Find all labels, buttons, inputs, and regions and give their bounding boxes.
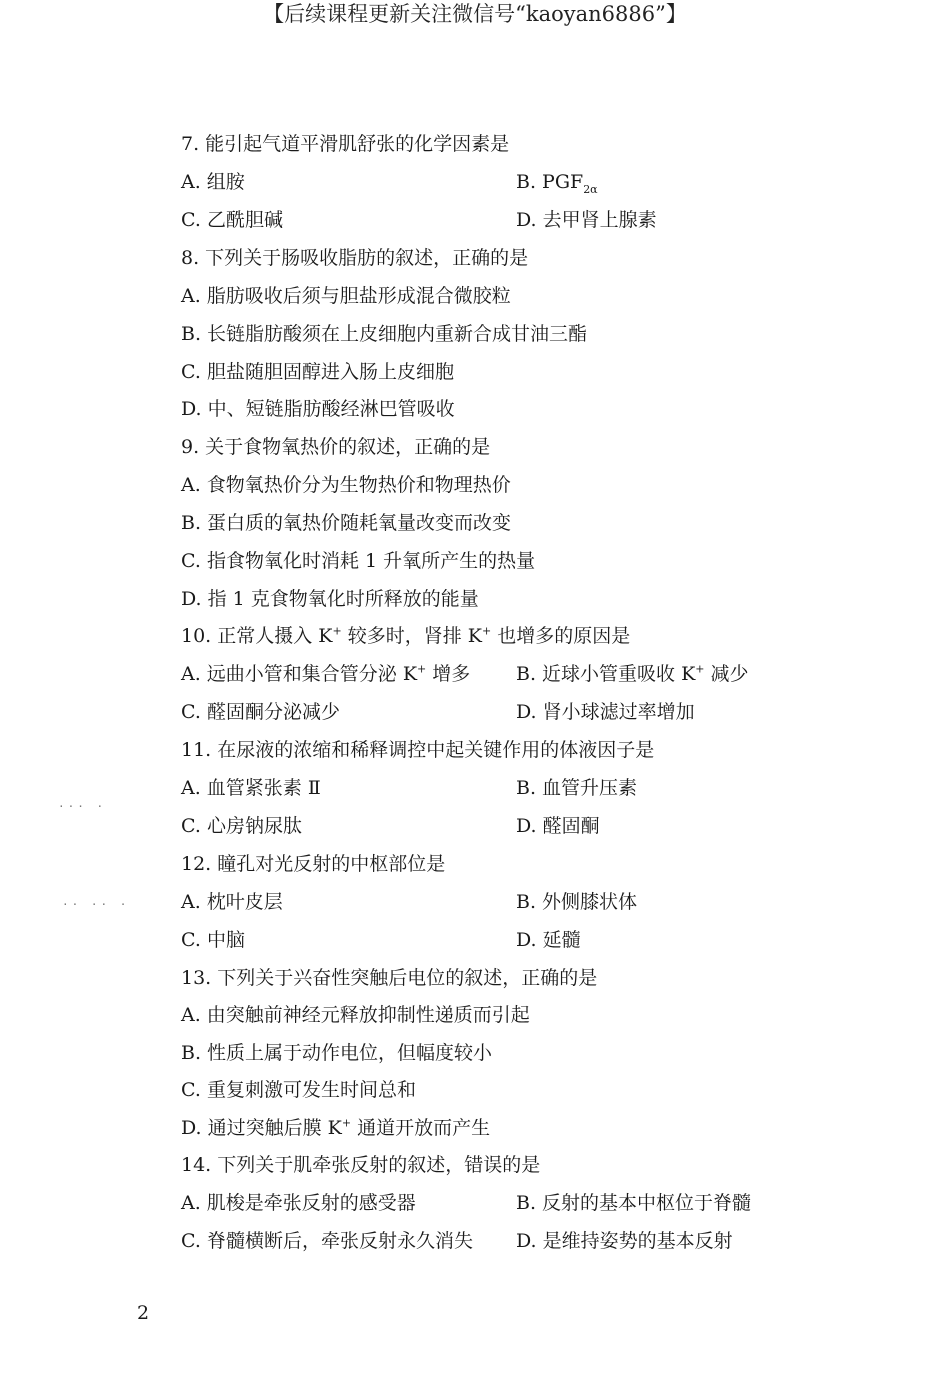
q7-option-d: D. 去甲肾上腺素: [516, 209, 657, 231]
q10-option-b: B. 近球小管重吸收 K+ 减少: [516, 662, 749, 685]
q10-option-c: C. 醛固酮分泌减少: [181, 701, 340, 723]
q11-option-b: B. 血管升压素: [516, 777, 638, 799]
page-number: 2: [137, 1302, 150, 1324]
q9-option-b: B. 蛋白质的氧热价随耗氧量改变而改变: [181, 512, 512, 534]
q8-option-b: B. 长链脂肪酸须在上皮细胞内重新合成甘油三酯: [181, 323, 588, 345]
q10-option-d: D. 肾小球滤过率增加: [516, 701, 695, 723]
question-9: 9. 关于食物氧热价的叙述，正确的是: [181, 436, 491, 458]
question-10: 10. 正常人摄入 K+ 较多时，肾排 K+ 也增多的原因是: [181, 624, 631, 647]
scan-speck: ··· ·: [58, 800, 107, 813]
q11-option-c: C. 心房钠尿肽: [181, 815, 302, 837]
question-13: 13. 下列关于兴奋性突触后电位的叙述，正确的是: [181, 967, 598, 989]
q12-option-b: B. 外侧膝状体: [516, 891, 638, 913]
question-8: 8. 下列关于肠吸收脂肪的叙述，正确的是: [181, 247, 529, 269]
q14-option-a: A. 肌梭是牵张反射的感受器: [181, 1192, 416, 1214]
question-11: 11. 在尿液的浓缩和稀释调控中起关键作用的体液因子是: [181, 739, 655, 761]
q9-option-a: A. 食物氧热价分为生物热价和物理热价: [181, 474, 511, 496]
q7-option-b: B. $PGF_{2\alpha}$: [516, 171, 598, 196]
q7-option-b-subscript: 2α: [583, 182, 598, 196]
question-14: 14. 下列关于肌牵张反射的叙述，错误的是: [181, 1154, 541, 1176]
q12-option-c: C. 中脑: [181, 929, 245, 951]
q8-option-c: C. 胆盐随胆固醇进入肠上皮细胞: [181, 361, 454, 383]
q14-option-b: B. 反射的基本中枢位于脊髓: [516, 1192, 752, 1214]
q13-option-c: C. 重复刺激可发生时间总和: [181, 1079, 416, 1101]
q14-option-c: C. 脊髓横断后，牵张反射永久消失: [181, 1230, 473, 1252]
q9-option-c: C. 指食物氧化时消耗 1 升氧所产生的热量: [181, 550, 536, 572]
q7-option-a: A. 组胺: [181, 171, 245, 193]
scan-speck: ·· ·· ·: [62, 898, 130, 911]
q13-option-b: B. 性质上属于动作电位，但幅度较小: [181, 1042, 493, 1064]
q12-option-a: A. 枕叶皮层: [181, 891, 283, 913]
q11-option-a: A. 血管紧张素 Ⅱ: [181, 777, 321, 799]
q7-option-c: C. 乙酰胆碱: [181, 209, 283, 231]
q8-option-a: A. 脂肪吸收后须与胆盐形成混合微胶粒: [181, 285, 511, 307]
question-7: 7. 能引起气道平滑肌舒张的化学因素是: [181, 133, 510, 155]
q13-option-d: D. 通过突触后膜 K+ 通道开放而产生: [181, 1116, 491, 1139]
page-header-banner: 【后续课程更新关注微信号“kaoyan6886”】: [263, 2, 687, 26]
q11-option-d: D. 醛固酮: [516, 815, 600, 837]
q12-option-d: D. 延髓: [516, 929, 581, 951]
q13-option-a: A. 由突触前神经元释放抑制性递质而引起: [181, 1004, 530, 1026]
q10-option-a: A. 远曲小管和集合管分泌 K+ 增多: [181, 662, 471, 685]
question-12: 12. 瞳孔对光反射的中枢部位是: [181, 853, 446, 875]
q14-option-d: D. 是维持姿势的基本反射: [516, 1230, 733, 1252]
q8-option-d: D. 中、短链脂肪酸经淋巴管吸收: [181, 398, 455, 420]
q9-option-d: D. 指 1 克食物氧化时所释放的能量: [181, 588, 479, 610]
